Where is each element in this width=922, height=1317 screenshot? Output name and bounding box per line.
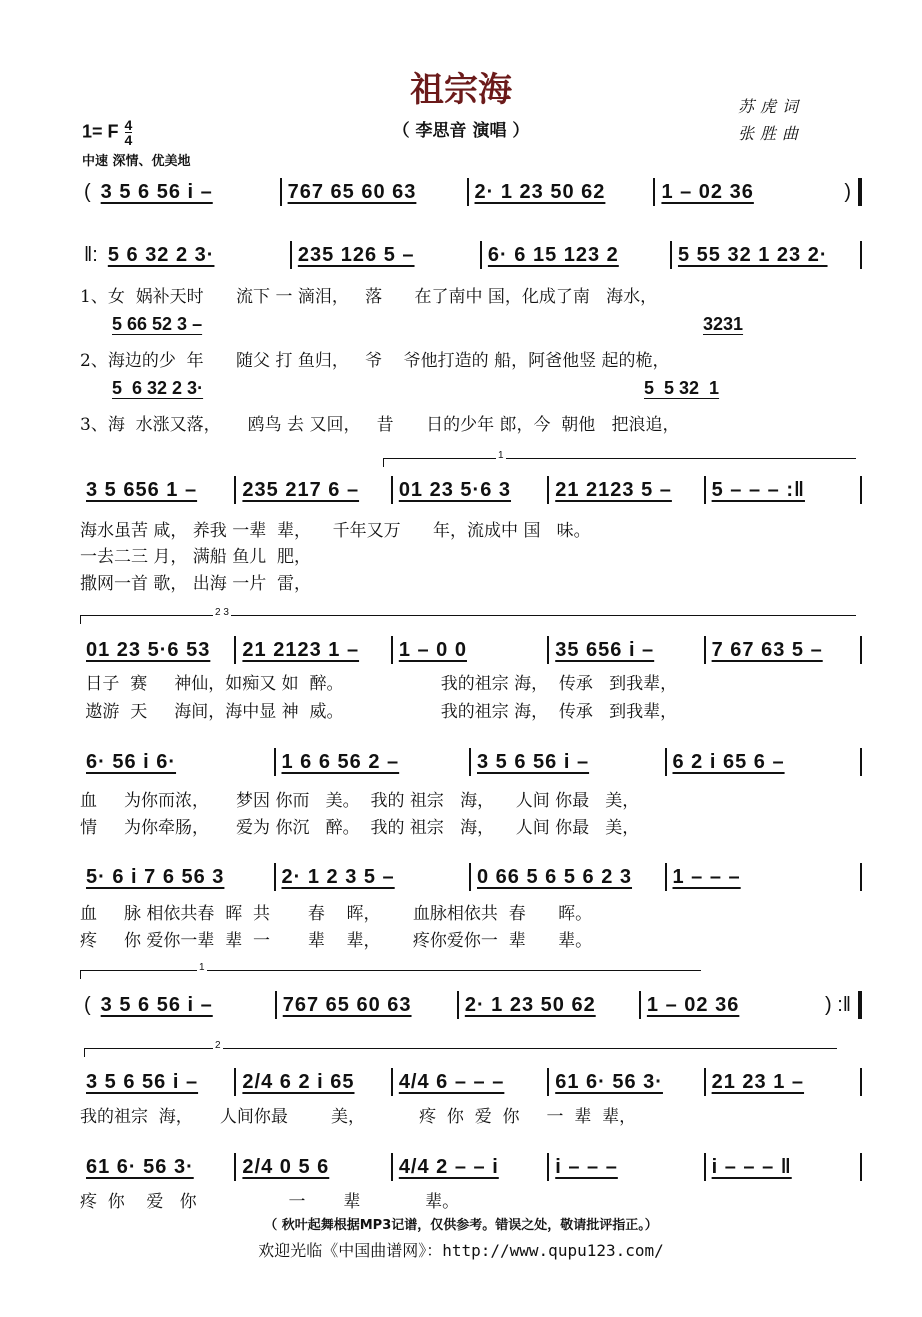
measure: 21 2123 5 – bbox=[555, 478, 672, 501]
notation-system bbox=[80, 178, 862, 206]
measure: 5 6 32 2 3· bbox=[107, 243, 215, 266]
volta-bracket bbox=[84, 1040, 837, 1057]
measure: 2· 1 2 3 5 – bbox=[281, 865, 395, 888]
measure: 0 66 5 6 5 6 2 3 bbox=[477, 865, 633, 888]
measure: 2/4 0 5 6 bbox=[242, 1155, 330, 1178]
lyric-line: 日子 赛 神仙，如痴又 如 醉。 我的祖宗 海， 传承 到我辈， bbox=[80, 674, 678, 694]
site-link[interactable]: 欢迎光临《中国曲谱网》：http://www.qupu123.com/ bbox=[258, 1241, 664, 1260]
alt-notes-v2b: 3231 bbox=[703, 314, 744, 334]
lyric-line: 海水虽苦 咸， 养我 一辈 辈， 千年又万 年，流成中 国 味。 bbox=[80, 521, 591, 541]
lyric-line: 2、海边的少 年 随父 打 鱼归， 爷 爷他打造的 船，阿爸他竖 起的桅， bbox=[80, 351, 670, 371]
measure: i – – – bbox=[555, 1155, 618, 1178]
measure: 2· 1 23 50 62 bbox=[464, 993, 596, 1016]
measure: 4/4 2 – – i bbox=[398, 1155, 499, 1178]
volta-bracket bbox=[80, 962, 701, 979]
measure: 1 – 02 36 bbox=[646, 993, 740, 1016]
bar-line bbox=[860, 476, 862, 504]
key: 1= F bbox=[82, 121, 119, 142]
measure: 3 5 6 56 i – bbox=[100, 180, 213, 203]
measure: 5 55 32 1 23 2· bbox=[677, 243, 828, 266]
volta-label: 2 3 bbox=[215, 607, 229, 618]
measure: 1 – 0 0 bbox=[398, 638, 467, 661]
open-paren: ( bbox=[84, 993, 91, 1016]
measure: 767 65 60 63 bbox=[282, 993, 412, 1016]
volta-label: 1 bbox=[498, 450, 504, 461]
measure: 3 5 6 56 i – bbox=[100, 993, 213, 1016]
measure: 1 – 02 36 bbox=[661, 180, 754, 203]
notation-system bbox=[80, 1153, 862, 1181]
measure: i – – – ‖ bbox=[711, 1155, 792, 1178]
notation-system bbox=[80, 476, 862, 504]
lyric-line: 3、海 水涨又落， 鸥鸟 去 又回， 昔 日的少年 郎，今 朝他 把浪追， bbox=[80, 415, 680, 435]
notation-system bbox=[80, 636, 862, 664]
song-title: 祖宗海 bbox=[410, 70, 512, 110]
measure: 2· 1 23 50 62 bbox=[474, 180, 606, 203]
lyric-line: 遨游 天 海间，海中显 神 威。 我的祖宗 海， 传承 到我辈， bbox=[80, 702, 678, 722]
measure: 3 5 6 56 i – bbox=[86, 1070, 199, 1093]
lyric-line: 疼 你 爱 你 一 辈 辈。 bbox=[80, 1192, 460, 1212]
measure: 235 217 6 – bbox=[242, 478, 360, 501]
repeat-start: ‖: bbox=[84, 243, 98, 266]
volta-label: 2 bbox=[215, 1040, 221, 1051]
measure: 1 6 6 56 2 – bbox=[281, 750, 400, 773]
measure: 61 6· 56 3· bbox=[86, 1155, 194, 1178]
key-signature bbox=[82, 118, 132, 147]
lyric-line: 血 脉 相依共春 晖 共 春 晖， 血脉相依共 春 晖。 bbox=[80, 904, 593, 924]
measure: 3 5 6 56 i – bbox=[477, 750, 590, 773]
alt-notes-v3b: 5 5 32 1 bbox=[644, 378, 720, 398]
lyric-line: 撒网一首 歌， 出海 一片 雷， bbox=[80, 574, 312, 594]
time-num: 4 bbox=[124, 117, 133, 133]
bar-line bbox=[858, 178, 862, 206]
bar-line bbox=[860, 863, 862, 891]
notation-system bbox=[80, 863, 862, 891]
measure: 4/4 6 – – – bbox=[398, 1070, 505, 1093]
measure: 6 2 i 65 6 – bbox=[672, 750, 785, 773]
measure: 7 67 63 5 – bbox=[711, 638, 823, 661]
volta-bracket bbox=[80, 607, 856, 624]
notation-system bbox=[80, 1068, 862, 1096]
notation-system bbox=[80, 991, 862, 1019]
transcriber-note: （ 秋叶起舞根据MP3记谱，仅供参考。错误之处，敬请批评指正。） bbox=[264, 1218, 658, 1233]
alt-notes-v2: 5 66 52 3 – bbox=[112, 314, 203, 334]
measure: 61 6· 56 3· bbox=[555, 1070, 663, 1093]
measure: 3 5 656 1 – bbox=[86, 478, 198, 501]
lyric-line: 疼 你 爱你一辈 辈 一 辈 辈， 疼你爱你一 辈 辈。 bbox=[80, 931, 593, 951]
close-paren: ) :‖ bbox=[824, 993, 852, 1016]
measure: 01 23 5·6 53 bbox=[86, 638, 211, 661]
bar-line bbox=[860, 636, 862, 664]
alt-notes-v3: 5 6 32 2 3· bbox=[112, 378, 204, 398]
bar-line bbox=[860, 241, 862, 269]
composer: 张胜曲 bbox=[738, 124, 805, 143]
performer: （ 李思音 演唱 ） bbox=[392, 121, 530, 141]
bar-line bbox=[860, 1068, 862, 1096]
notation-system bbox=[80, 748, 862, 776]
measure: 6· 6 15 123 2 bbox=[487, 243, 619, 266]
volta-label: 1 bbox=[199, 962, 205, 973]
measure: 5· 6 i 7 6 56 3 bbox=[86, 865, 225, 888]
open-paren: ( bbox=[84, 180, 91, 203]
notation-system bbox=[80, 241, 862, 269]
lyric-line: 我的祖宗 海， 人间你最 美， 疼 你 爱 你 一 辈 辈， bbox=[80, 1107, 637, 1127]
lyric-line: 一去二三 月， 满船 鱼儿 肥， bbox=[80, 547, 312, 567]
lyric-line: 1、女 娲补天时 流下 一 滴泪， 落 在了南中 国，化成了南 海水， bbox=[80, 287, 658, 307]
bar-line bbox=[860, 748, 862, 776]
time-signature bbox=[125, 118, 133, 147]
measure: 235 126 5 – bbox=[297, 243, 415, 266]
measure: 767 65 60 63 bbox=[287, 180, 417, 203]
lyric-line: 情 为你牵肠， 爱为 你沉 醉。 我的 祖宗 海， 人间 你最 美， bbox=[80, 818, 640, 838]
measure: 21 2123 1 – bbox=[242, 638, 360, 661]
time-den: 4 bbox=[124, 132, 133, 148]
lyricist: 苏虎词 bbox=[738, 97, 805, 116]
measure: 5 – – – :‖ bbox=[711, 478, 805, 501]
measure: 1 – – – bbox=[672, 865, 741, 888]
bar-line bbox=[860, 1153, 862, 1181]
measure: 35 656 i – bbox=[555, 638, 655, 661]
bar-line bbox=[858, 991, 862, 1019]
measure: 01 23 5·6 3 bbox=[398, 478, 512, 501]
volta-bracket bbox=[383, 450, 856, 467]
measure: 6· 56 i 6· bbox=[86, 750, 177, 773]
measure: 2/4 6 2 i 65 bbox=[242, 1070, 355, 1093]
close-paren: ) bbox=[844, 180, 852, 203]
lyric-line: 血 为你而浓， 梦因 你而 美。 我的 祖宗 海， 人间 你最 美， bbox=[80, 791, 640, 811]
tempo-marking: 中速 深情、优美地 bbox=[82, 154, 191, 169]
measure: 21 23 1 – bbox=[711, 1070, 805, 1093]
